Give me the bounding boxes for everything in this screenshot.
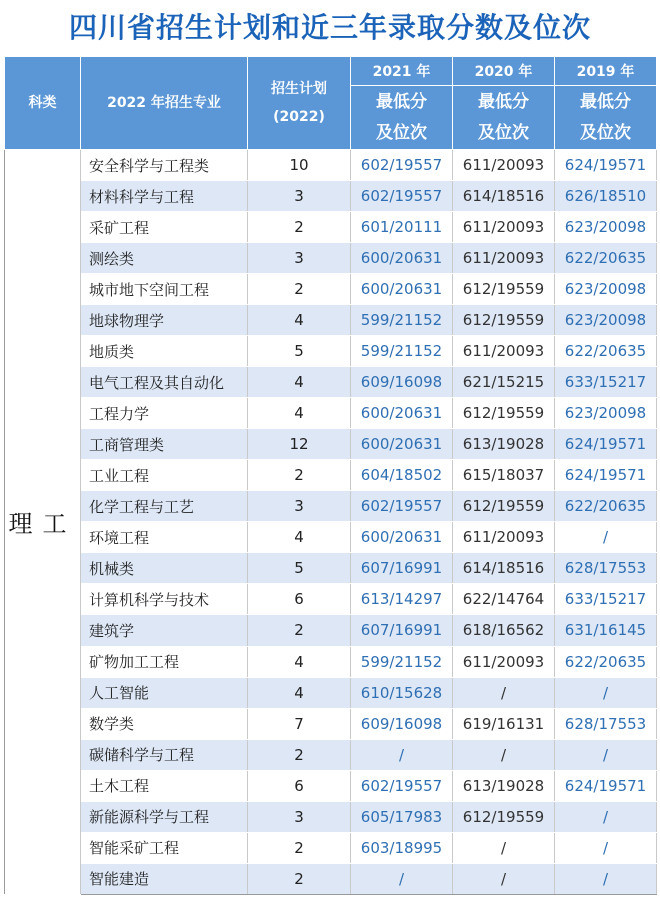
plan-cell: 2 (248, 863, 351, 894)
table-row (5, 150, 657, 181)
score-2019-cell: / (555, 832, 657, 863)
score-2021-cell: 602/19557 (351, 491, 453, 522)
score-2019-cell: / (555, 739, 657, 770)
score-2019-cell: 623/20098 (555, 274, 657, 305)
plan-cell: 2 (248, 615, 351, 646)
major-cell: 采矿工程 (81, 212, 248, 243)
plan-cell: 2 (248, 212, 351, 243)
major-cell: 碳储科学与工程 (81, 739, 248, 770)
plan-cell: 4 (248, 646, 351, 677)
header-min-score-label: 最低分 (478, 91, 529, 112)
score-2020-cell: / (453, 677, 555, 708)
score-2021-cell: 600/20631 (351, 274, 453, 305)
table-row (5, 615, 657, 646)
major-cell: 计算机科学与技术 (81, 584, 248, 615)
plan-cell: 2 (248, 460, 351, 491)
score-2020-cell: 611/20093 (453, 212, 555, 243)
major-cell: 人工智能 (81, 677, 248, 708)
table-row (5, 553, 657, 584)
header-year-2020: 2020 年 (453, 57, 555, 86)
score-2020-cell: 613/19028 (453, 429, 555, 460)
header-min-score-2019 (555, 86, 657, 150)
score-2019-cell: / (555, 801, 657, 832)
table-row (5, 212, 657, 243)
major-cell: 工程力学 (81, 398, 248, 429)
plan-cell: 3 (248, 801, 351, 832)
table-row (5, 460, 657, 491)
major-cell: 化学工程与工艺 (81, 491, 248, 522)
header-min-score-label: 最低分 (580, 91, 631, 112)
score-2020-cell: 622/14764 (453, 584, 555, 615)
score-2019-cell: 633/15217 (555, 367, 657, 398)
score-2019-cell: 628/17553 (555, 708, 657, 739)
plan-cell: 4 (248, 305, 351, 336)
score-2020-cell: 612/19559 (453, 398, 555, 429)
score-2020-cell: 612/19559 (453, 801, 555, 832)
table-row (5, 367, 657, 398)
table-row (5, 770, 657, 801)
plan-cell: 4 (248, 677, 351, 708)
table-row (5, 398, 657, 429)
score-2021-cell: 610/15628 (351, 677, 453, 708)
table-row (5, 739, 657, 770)
plan-cell: 6 (248, 770, 351, 801)
plan-cell: 5 (248, 336, 351, 367)
table-row (5, 646, 657, 677)
score-2019-cell: 628/17553 (555, 553, 657, 584)
major-cell: 安全科学与工程类 (81, 150, 248, 181)
header-min-score-2020 (453, 86, 555, 150)
table-row (5, 305, 657, 336)
score-2019-cell: 622/20635 (555, 491, 657, 522)
header-year-2021: 2021 年 (351, 57, 453, 86)
score-2020-cell: 612/19559 (453, 491, 555, 522)
table-row (5, 274, 657, 305)
score-2021-cell: / (351, 863, 453, 894)
table-row (5, 708, 657, 739)
header-plan-line1: 招生计划 (271, 81, 327, 97)
plan-cell: 2 (248, 832, 351, 863)
score-2019-cell: / (555, 677, 657, 708)
major-cell: 数学类 (81, 708, 248, 739)
table-row (5, 801, 657, 832)
plan-cell: 6 (248, 584, 351, 615)
score-2021-cell: 599/21152 (351, 336, 453, 367)
major-cell: 智能采矿工程 (81, 832, 248, 863)
score-2019-cell: 624/19571 (555, 429, 657, 460)
major-cell: 新能源科学与工程 (81, 801, 248, 832)
score-2019-cell: 623/20098 (555, 305, 657, 336)
major-cell: 智能建造 (81, 863, 248, 894)
header-plan (248, 57, 351, 150)
score-2020-cell: 619/16131 (453, 708, 555, 739)
header-rank-label: 及位次 (580, 122, 631, 143)
table-row (5, 181, 657, 212)
page-title: 四川省招生计划和近三年录取分数及位次 (68, 11, 591, 44)
score-2019-cell: 623/20098 (555, 398, 657, 429)
table-row (5, 522, 657, 553)
score-2019-cell: 626/18510 (555, 181, 657, 212)
plan-cell: 4 (248, 398, 351, 429)
table-body (5, 150, 657, 895)
major-cell: 地球物理学 (81, 305, 248, 336)
score-2019-cell: 624/19571 (555, 150, 657, 181)
score-2020-cell: 618/16562 (453, 615, 555, 646)
table-row (5, 243, 657, 274)
header-plan-line2: (2022) (273, 109, 325, 125)
plan-cell: 5 (248, 553, 351, 584)
score-2021-cell: / (351, 739, 453, 770)
major-cell: 地质类 (81, 336, 248, 367)
score-2020-cell: 612/19559 (453, 274, 555, 305)
major-cell: 环境工程 (81, 522, 248, 553)
table-row (5, 336, 657, 367)
major-cell: 土木工程 (81, 770, 248, 801)
score-2019-cell: 631/16145 (555, 615, 657, 646)
score-2021-cell: 600/20631 (351, 522, 453, 553)
score-2021-cell: 599/21152 (351, 646, 453, 677)
score-2019-cell: / (555, 522, 657, 553)
score-2021-cell: 600/20631 (351, 398, 453, 429)
major-cell: 测绘类 (81, 243, 248, 274)
major-cell: 矿物加工工程 (81, 646, 248, 677)
major-cell: 电气工程及其自动化 (81, 367, 248, 398)
score-2021-cell: 609/16098 (351, 367, 453, 398)
score-2020-cell: / (453, 739, 555, 770)
score-2021-cell: 604/18502 (351, 460, 453, 491)
header-min-score-2021 (351, 86, 453, 150)
plan-cell: 2 (248, 739, 351, 770)
score-2019-cell: 624/19571 (555, 770, 657, 801)
table-row (5, 677, 657, 708)
plan-cell: 3 (248, 491, 351, 522)
major-cell: 机械类 (81, 553, 248, 584)
score-2021-cell: 602/19557 (351, 770, 453, 801)
score-2019-cell: 622/20635 (555, 336, 657, 367)
score-2019-cell: 623/20098 (555, 212, 657, 243)
score-2021-cell: 602/19557 (351, 181, 453, 212)
plan-cell: 10 (248, 150, 351, 181)
plan-cell: 7 (248, 708, 351, 739)
plan-cell: 12 (248, 429, 351, 460)
score-2019-cell: 624/19571 (555, 460, 657, 491)
score-2021-cell: 613/14297 (351, 584, 453, 615)
header-year-2019: 2019 年 (555, 57, 657, 86)
score-2021-cell: 599/21152 (351, 305, 453, 336)
header-category: 科类 (5, 57, 81, 150)
score-2020-cell: 612/19559 (453, 305, 555, 336)
score-2020-cell: 611/20093 (453, 336, 555, 367)
score-2020-cell: 611/20093 (453, 150, 555, 181)
admission-table (4, 56, 657, 895)
major-cell: 建筑学 (81, 615, 248, 646)
score-2021-cell: 609/16098 (351, 708, 453, 739)
major-cell: 工商管理类 (81, 429, 248, 460)
table-row (5, 584, 657, 615)
table-row (5, 863, 657, 894)
score-2020-cell: 621/15215 (453, 367, 555, 398)
score-2021-cell: 605/17983 (351, 801, 453, 832)
plan-cell: 4 (248, 367, 351, 398)
score-2020-cell: / (453, 832, 555, 863)
score-2020-cell: 611/20093 (453, 522, 555, 553)
score-2019-cell: 633/15217 (555, 584, 657, 615)
major-cell: 城市地下空间工程 (81, 274, 248, 305)
score-2020-cell: 611/20093 (453, 243, 555, 274)
plan-cell: 2 (248, 274, 351, 305)
score-2021-cell: 600/20631 (351, 243, 453, 274)
plan-cell: 3 (248, 243, 351, 274)
score-2020-cell: 614/18516 (453, 553, 555, 584)
category-cell: 理工 (5, 150, 81, 895)
header-major: 2022 年招生专业 (81, 57, 248, 150)
plan-cell: 4 (248, 522, 351, 553)
score-2020-cell: 613/19028 (453, 770, 555, 801)
header-rank-label: 及位次 (376, 122, 427, 143)
score-2021-cell: 601/20111 (351, 212, 453, 243)
score-2019-cell: 622/20635 (555, 243, 657, 274)
plan-cell: 3 (248, 181, 351, 212)
table-row (5, 832, 657, 863)
header-min-score-label: 最低分 (376, 91, 427, 112)
score-2020-cell: 615/18037 (453, 460, 555, 491)
score-2021-cell: 607/16991 (351, 553, 453, 584)
major-cell: 材料科学与工程 (81, 181, 248, 212)
score-2021-cell: 607/16991 (351, 615, 453, 646)
score-2021-cell: 603/18995 (351, 832, 453, 863)
score-2020-cell: 611/20093 (453, 646, 555, 677)
score-2021-cell: 602/19557 (351, 150, 453, 181)
table-row (5, 491, 657, 522)
score-2019-cell: 622/20635 (555, 646, 657, 677)
score-2019-cell: / (555, 863, 657, 894)
score-2021-cell: 600/20631 (351, 429, 453, 460)
header-rank-label: 及位次 (478, 122, 529, 143)
table-row (5, 429, 657, 460)
major-cell: 工业工程 (81, 460, 248, 491)
score-2020-cell: / (453, 863, 555, 894)
score-2020-cell: 614/18516 (453, 181, 555, 212)
